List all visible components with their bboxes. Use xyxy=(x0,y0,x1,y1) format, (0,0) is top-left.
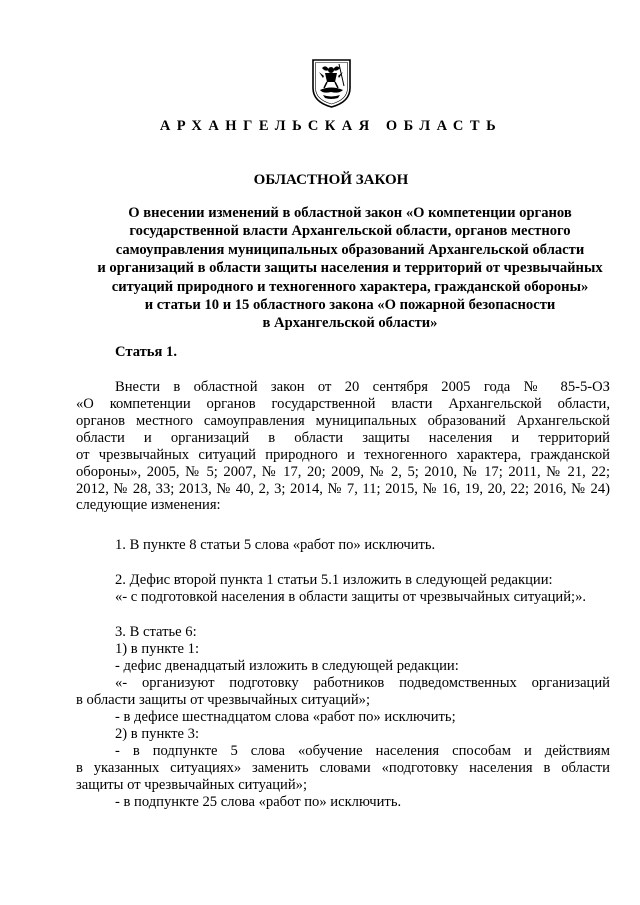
item-3-cont3 xyxy=(76,760,610,794)
text-line: от чрезвычайных ситуаций природного и техногенного характера, гражданской xyxy=(76,446,610,463)
item-2 xyxy=(115,572,586,606)
item-3-cont2 xyxy=(115,709,610,760)
title-line: самоуправления муниципальных образований Архангельской области xyxy=(115,241,585,258)
item-3 xyxy=(115,624,610,692)
article-heading: Статья 1. xyxy=(115,344,177,360)
text-line: - в подпункте 25 слова «работ по» исключить. xyxy=(115,794,402,810)
text-line: обороны», 2005, № 5; 2007, № 17, 20; 2009, № 2, 5; 2010, № 17; 2011, № 21, 22; xyxy=(76,463,610,480)
text-line: - в дефисе шестнадцатом слова «работ по» исключить; xyxy=(115,709,456,725)
text-line: органов местного самоуправления муниципальных образований Архангельской xyxy=(76,412,610,429)
text-line: «- с подготовкой населения в области защиты от чрезвычайных ситуаций;». xyxy=(115,588,587,605)
intro-paragraph xyxy=(115,379,610,396)
title-line: О внесении изменений в областной закон «О компетенции органов xyxy=(128,205,572,221)
law-title xyxy=(60,204,640,333)
text-line: защиты от чрезвычайных ситуаций»; xyxy=(76,776,308,793)
text-line: - в подпункте 5 слова «обучение населения способам и действиям xyxy=(115,742,610,759)
title-line: государственной власти Архангельской области, органов местного xyxy=(129,223,571,240)
text-line: области и организаций в области защиты населения и территорий xyxy=(76,429,610,446)
text-line: в указанных ситуациях» заменить словами «подготовку населения в области xyxy=(76,760,610,776)
item-1: 1. В пункте 8 статьи 5 слова «работ по» исключить. xyxy=(115,537,436,553)
title-line: в Архангельской области» xyxy=(262,315,438,332)
text-line: 1) в пункте 1: xyxy=(115,640,200,657)
document-type: ОБЛАСТНОЙ ЗАКОН xyxy=(253,172,409,188)
text-line: следующие изменения: xyxy=(76,497,221,514)
text-line: «О компетенции органов государственной власти Архангельской области, xyxy=(76,396,610,412)
title-line: и статьи 10 и 15 областного закона «О пожарной безопасности xyxy=(144,297,556,314)
text-line: 2. Дефис второй пункта 1 статьи 5.1 изложить в следующей редакции: xyxy=(115,572,553,588)
coat-of-arms-icon xyxy=(311,58,352,108)
text-line: «- организуют подготовку работников подведомственных организаций xyxy=(115,674,610,691)
title-line: ситуаций природного и техногенного характера, гражданской обороны» xyxy=(111,278,589,295)
item-3-cont4 xyxy=(115,794,401,811)
region-name: АРХАНГЕЛЬСКАЯ ОБЛАСТЬ xyxy=(159,118,503,134)
text-line: в области защиты от чрезвычайных ситуаций»; xyxy=(76,692,370,708)
text-line: 2012, № 28, 33; 2013, № 40, 2, 3; 2014, № 7, 11; 2015, № 16, 19, 20, 22; 2016, № 24) xyxy=(76,480,610,497)
text-line: Внести в областной закон от 20 сентября 2005 года № 85-5-ОЗ xyxy=(115,379,610,395)
intro-paragraph-cont xyxy=(76,396,610,514)
title-line: и организаций в области защиты населения и территорий от чрезвычайных xyxy=(97,260,603,277)
text-line: - дефис двенадцатый изложить в следующей редакции: xyxy=(115,657,459,674)
item-3-cont xyxy=(76,692,370,709)
text-line: 2) в пункте 3: xyxy=(115,725,200,742)
text-line: 3. В статье 6: xyxy=(115,624,197,640)
